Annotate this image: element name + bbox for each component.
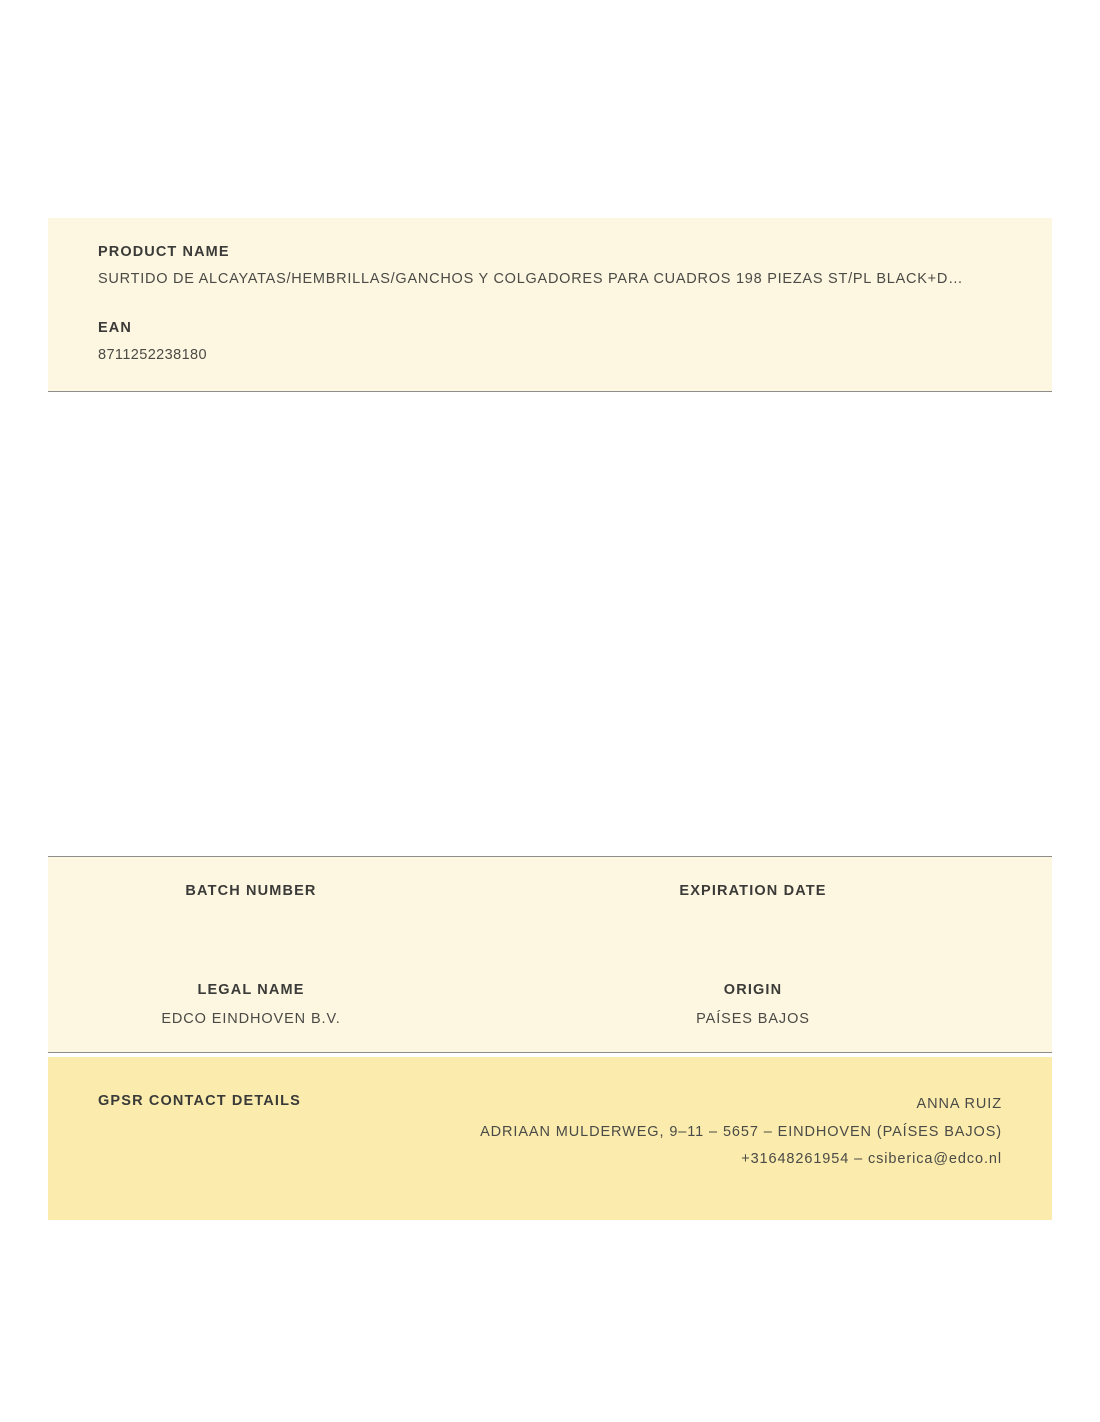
gpsr-contact-phone-email: +31648261954 – csiberica@edco.nl: [741, 1151, 1002, 1168]
product-image-area: [48, 393, 1052, 856]
batch-number-cell: [48, 883, 550, 929]
batch-number-label: BATCH NUMBER: [185, 883, 317, 899]
ean-value: 8711252238180: [98, 347, 207, 363]
gpsr-contact-block: [48, 1057, 1052, 1220]
batch-legal-block: [48, 856, 1052, 1053]
product-name-value: SURTIDO DE ALCAYATAS/HEMBRILLAS/GANCHOS Y COLGADORES PARA CUADROS 198 PIEZAS ST/PL BLACK+D…: [98, 271, 964, 287]
batch-expiration-row: [48, 883, 1052, 929]
ean-label: EAN: [98, 320, 132, 336]
gpsr-contact-details: [480, 1091, 1002, 1174]
expiration-date-label: EXPIRATION DATE: [679, 883, 827, 899]
origin-value: PAÍSES BAJOS: [696, 1011, 810, 1027]
batch-number-value: [12, 912, 490, 929]
product-name-label: PRODUCT NAME: [98, 244, 230, 260]
product-name-field: [98, 244, 1002, 287]
legal-name-label: LEGAL NAME: [197, 982, 305, 998]
ean-field: [98, 320, 1002, 363]
gpsr-contact-name: ANNA RUIZ: [916, 1096, 1002, 1112]
gpsr-contact-address: ADRIAAN MULDERWEG, 9–11 – 5657 – EINDHOVEN (PAÍSES BAJOS): [480, 1123, 1002, 1140]
expiration-date-value: [514, 912, 992, 929]
legal-origin-row: [48, 982, 1052, 1028]
origin-label: ORIGIN: [723, 982, 783, 998]
product-info-block: [48, 218, 1052, 392]
legal-name-cell: [48, 982, 550, 1028]
gpsr-contact-title: GPSR CONTACT DETAILS: [98, 1093, 301, 1109]
legal-name-value: EDCO EINDHOVEN B.V.: [161, 1011, 341, 1027]
origin-cell: [550, 982, 1052, 1028]
expiration-date-cell: [550, 883, 1052, 929]
